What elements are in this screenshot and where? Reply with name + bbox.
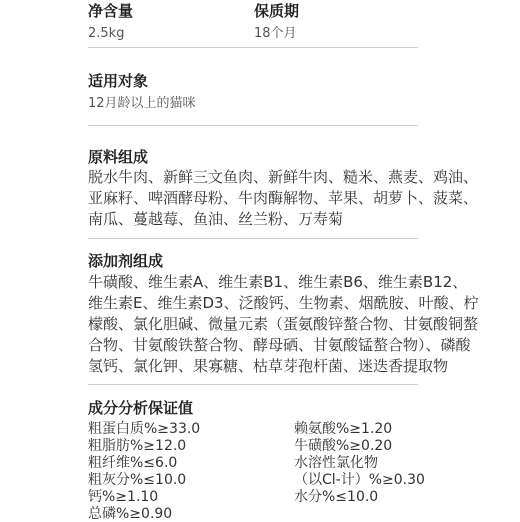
ingredients-line: 南瓜、蔓越莓、鱼油、丝兰粉、万寿菊 [88,210,344,228]
analysis-item: 水分%≤10.0 [294,489,379,505]
additives-line: 牛磺酸、维生素A、维生素B1、维生素B6、维生素B12、 [88,273,468,291]
shelf-life-value: 18个月 [254,26,297,41]
net-weight-label: 净含量 [88,2,134,20]
analysis-item: 钙%≥1.10 [88,489,159,505]
additives-line: 维生素E、维生素D3、泛酸钙、生物素、烟酰胺、叶酸、柠 [88,294,479,312]
additives-line: 合物、甘氨酸铁螯合物、酵母硒、甘氨酸锰螯合物）、磷酸 [88,336,471,354]
analysis-item: 粗灰分%≤10.0 [88,472,187,488]
ingredients-line: 脱水牛肉、新鲜三文鱼肉、新鲜牛肉、糙米、燕麦、鸡油、 [88,168,479,186]
additives-line: 檬酸、氯化胆碱、微量元素（蛋氨酸锌螯合物、甘氨酸铜螯 [88,315,479,333]
analysis-item: 粗脂肪%≥12.0 [88,438,187,454]
analysis-item: 赖氨酸%≥1.20 [294,421,393,437]
net-weight-value: 2.5kg [88,26,125,41]
target-title: 适用对象 [88,72,149,90]
divider [88,384,418,385]
shelf-life-label: 保质期 [254,2,300,20]
target-value: 12月龄以上的猫咪 [88,96,196,111]
analysis-item: 水溶性氯化物 [294,455,378,471]
analysis-title: 成分分析保证值 [88,399,194,417]
divider [88,47,418,48]
analysis-item: 牛磺酸%≥0.20 [294,438,393,454]
ingredients-title: 原料组成 [88,148,149,166]
divider [88,125,418,126]
analysis-grid [88,421,428,520]
ingredients-line: 亚麻籽、啤酒酵母粉、牛肉酶解物、苹果、胡萝卜、菠菜、 [88,189,479,207]
analysis-item: 总磷%≥0.90 [88,506,173,522]
additives-line: 氢钙、氯化钾、果寡糖、枯草芽孢杆菌、迷迭香提取物 [88,357,449,375]
analysis-item: （以Cl-计）%≥0.30 [294,472,425,488]
analysis-item: 粗纤维%≤6.0 [88,455,178,471]
analysis-item: 粗蛋白质%≥33.0 [88,421,201,437]
additives-title: 添加剂组成 [88,252,164,270]
divider [88,238,418,239]
